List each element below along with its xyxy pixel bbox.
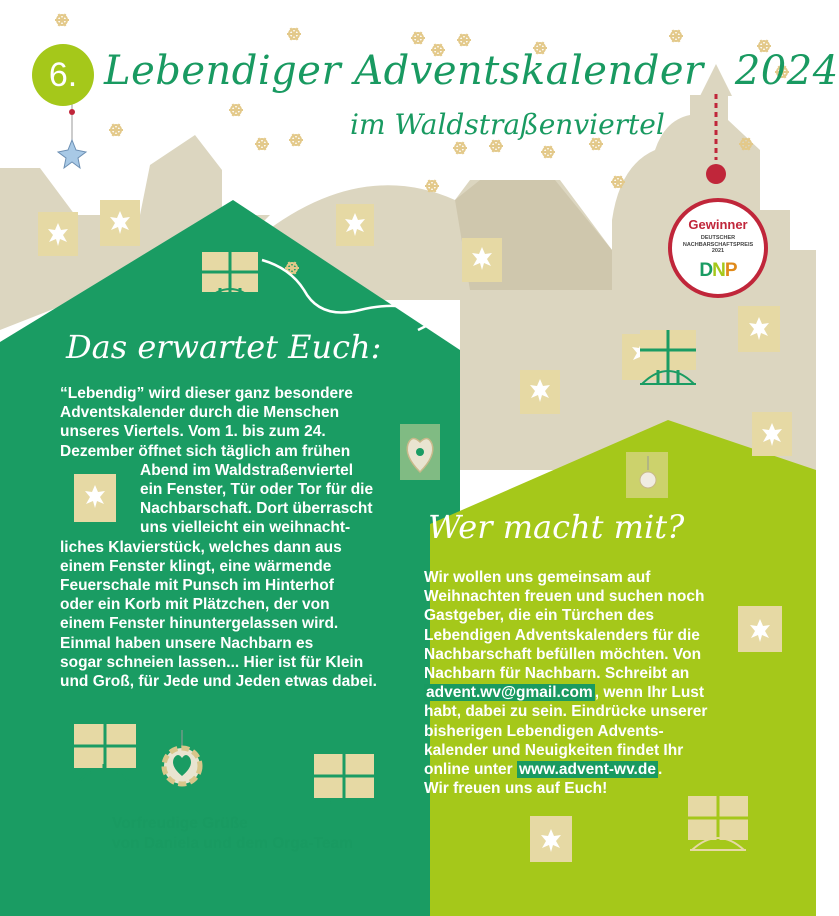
window-icon — [530, 816, 572, 862]
right-line: Gastgeber, die ein Türchen des — [424, 607, 654, 625]
window-icon — [520, 370, 560, 414]
email-link[interactable]: advent.wv@gmail.com — [426, 684, 593, 702]
award-label: Gewinner — [688, 217, 748, 232]
left-line: Feuerschale mit Punsch im Hinterhof — [60, 577, 334, 595]
greeting — [112, 814, 353, 853]
left-line: Dezember öffnet sich täglich am frühen — [60, 442, 351, 460]
right-line: bisherigen Lebendigen Advents- — [424, 722, 664, 740]
right-line-text: online unter — [424, 761, 517, 779]
left-heading: Das erwartet Euch: — [66, 328, 382, 366]
left-line: Abend im Waldstraßenviertel — [140, 461, 354, 479]
left-line: oder ein Korb mit Plätzchen, der von — [60, 596, 330, 614]
title-year: 2024 — [734, 48, 839, 94]
star-ornament-icon — [58, 104, 86, 168]
dnp-logo: DNP — [699, 259, 737, 281]
left-line: Adventskalender durch die Menschen — [60, 404, 340, 422]
right-line-email — [424, 683, 707, 702]
window-icon — [752, 412, 792, 456]
page-title — [104, 48, 839, 94]
left-body — [60, 384, 377, 691]
right-line: Lebendigen Adventskalenders für die — [424, 626, 700, 644]
right-line: kalender und Neuigkeiten findet Ihr — [424, 741, 684, 759]
window-icon — [38, 212, 78, 256]
window-icon — [336, 204, 374, 246]
left-line: Nachbarschaft. Dort überrascht — [140, 500, 373, 518]
award-prize-year: 2021 — [711, 248, 725, 254]
left-line: unseres Viertels. Vom 1. bis zum 24. — [60, 423, 326, 441]
right-line-text: , wenn Ihr Lust — [594, 684, 705, 702]
edition-badge: 6. — [32, 44, 94, 106]
title-text: Lebendiger Adventskalender — [104, 48, 704, 94]
right-line: Nachbarn für Nachbarn. Schreibt an — [424, 665, 690, 683]
right-line-website — [424, 760, 707, 779]
window-icon — [462, 238, 502, 282]
right-line: Wir wollen uns gemeinsam auf — [424, 569, 651, 586]
left-line: einem Fenster hinuntergelassen wird. — [60, 615, 339, 633]
award-prize-line1: DEUTSCHER — [700, 235, 736, 241]
award-prize-line2: NACHBARSCHAFTSPREIS — [682, 241, 754, 248]
left-line: liches Klavierstück, welches dann aus — [60, 538, 342, 556]
right-line: Nachbarschaft befüllen möchten. Von — [424, 645, 702, 663]
left-line: und Groß, für Jede und Jeden etwas dabei. — [60, 673, 377, 691]
right-line: Weihnachten freuen und suchen noch — [424, 588, 705, 606]
left-line: ein Fenster, Tür oder Tor für die — [140, 481, 374, 499]
left-line: Einmal haben unsere Nachbarn es — [60, 634, 314, 652]
website-link[interactable]: www.advent-wv.de — [519, 761, 656, 779]
ornament-icon — [626, 452, 668, 498]
left-line: uns vielleicht ein weihnacht- — [140, 519, 351, 537]
right-body — [424, 568, 707, 798]
right-line: habt, dabei zu sein. Eindrücke unserer — [424, 703, 708, 721]
left-line: “Lebendig” wird dieser ganz besondere — [60, 385, 353, 402]
right-heading: Wer macht mit? — [428, 508, 685, 546]
greeting-line1: Vorfreudige Grüße — [112, 815, 248, 832]
window-icon — [738, 606, 782, 652]
heart-ornament-icon — [400, 424, 440, 480]
greeting-line2: von Daniela und dem Orga-Team — [112, 834, 353, 852]
left-line: sogar schneien lassen... Hier ist für Klein — [60, 653, 364, 671]
window-icon — [100, 200, 140, 246]
award-prize-name — [672, 235, 764, 255]
left-line: einem Fenster klingt, eine wärmende — [60, 557, 332, 575]
window-icon — [738, 306, 780, 352]
right-line: Wir freuen uns auf Euch! — [424, 780, 608, 798]
page-subtitle: im Waldstraßenviertel — [350, 108, 665, 141]
award-badge — [668, 198, 768, 298]
right-line-text: . — [657, 761, 663, 779]
